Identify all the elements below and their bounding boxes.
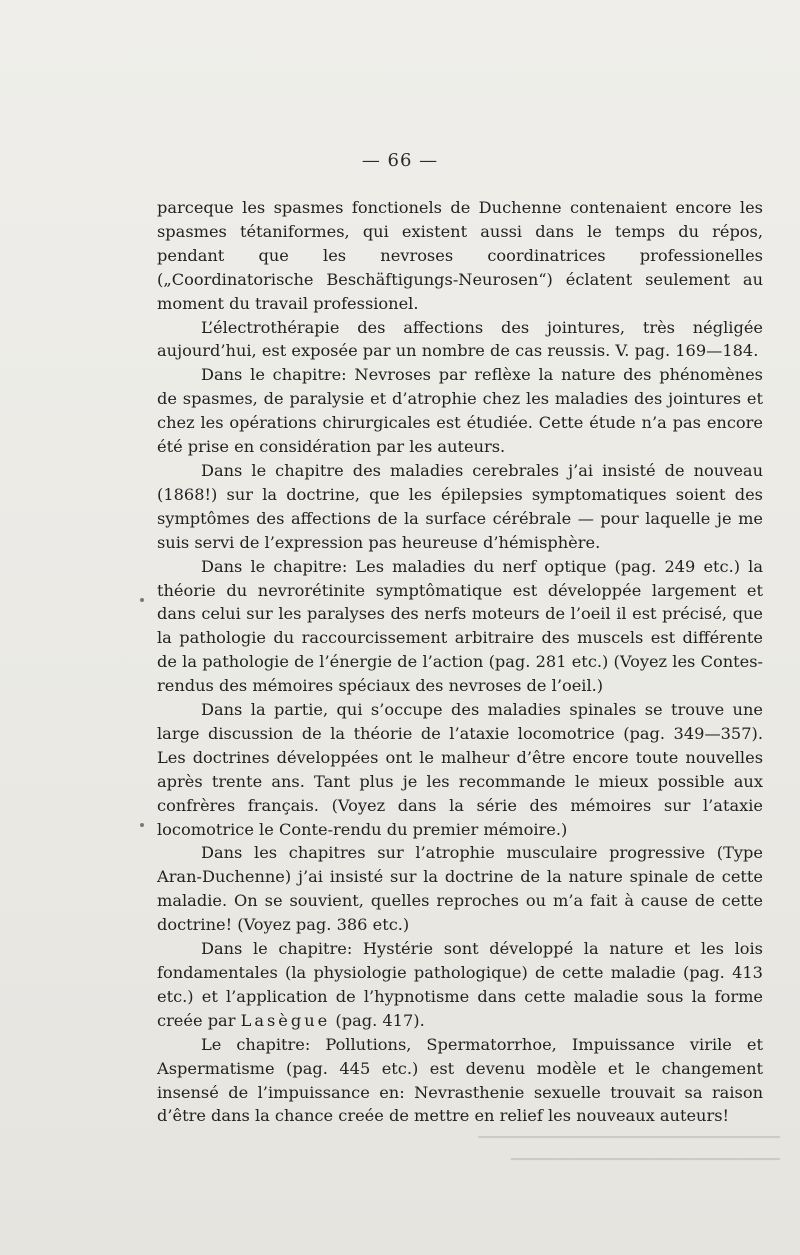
paragraph: Le chapitre: Pollutions, Spermatorrhoe, Impuissance virile et Aspermatisme (pag. 445 etc.) est devenu modèle et le changement insensé de l’impuissance en: Nevrasthenie sexuelle trouvait sa raison d’être dans la chance creée de mettre en relief les nouveaux auteurs! (157, 1034, 763, 1126)
paragraph: Dans le chapitre des maladies cerebrales j’ai insisté de nouveau (1868!) sur la doctrine, que les épilepsies symptomatiques soient des symptômes des affections de la surface cérébrale — pour laquelle je me suis servi de l’expression pas heureuse d’hémisphère. (157, 460, 763, 552)
bleed-through-texture: ▔▔▔▔▔▔▔▔▔▔▔▔▔▔▔▔▔▔▔▔▔▔▔▔▔ ▔▔▔▔▔▔▔▔▔▔▔▔▔▔▔▔▔▔▔▔▔▔▔▔▔▔▔▔ (478, 1121, 780, 1159)
margin-dot (140, 598, 144, 602)
paragraph: L’électrothérapie des affections des jointures, très négligée aujourd’hui, est exposée par un nombre de cas reussis. V. pag. 169—184. (157, 317, 763, 361)
paragraph: Dans le chapitre: Nevroses par reflèxe la nature des phénomènes de spasmes, de paralysie et d’atrophie chez les maladies des jointures et chez les opérations chirurgicales est étudiée. Cette étude n’a pas encore été prise en considération par les auteurs. (157, 365, 763, 457)
body-text (157, 196, 763, 1128)
page-number: — 66 — (361, 150, 439, 171)
author-name: Lasègue (240, 1010, 331, 1030)
paragraph-text: Dans le chapitre: Hystérie sont développé la nature et les lois fondamentales (la physiologie pathologique) de cette maladie (pag. 413 etc.) et l’application de l’hypnotisme dans cette maladie sous la forme creée par (157, 939, 763, 1030)
margin-dot (140, 823, 144, 827)
paragraph: Dans le chapitre: Les maladies du nerf optique (pag. 249 etc.) la théorie du nevrorétinite symptômatique est développée largement et dans celui sur les paralyses des nerfs moteurs de l’oeil il est précisé, que la pathologie du raccourcissement arbitraire des muscels est différente de la pathologie de l’énergie de l’action (pag. 281 etc.) (Voyez les Contes-rendus des mémoires spéciaux des nevroses de l’oeil.) (157, 556, 763, 696)
paragraph: parceque les spasmes fonctionels de Duchenne contenaient encore les spasmes tétaniformes, qui existent aussi dans le temps du répos, pendant que les nevroses coordinatrices professionelles („Coordinatorische Beschäftigungs-Neurosen“) éclatent seulement au moment du travail professionel. (157, 198, 763, 313)
paragraph-hysterie (157, 937, 763, 1033)
paragraph-text: (pag. 417). (330, 1010, 425, 1030)
paragraph: Dans les chapitres sur l’atrophie musculaire progressive (Type Aran-Duchenne) j’ai insisté sur la doctrine de la nature spinale de cette maladie. On se souvient, quelles reproches ou m’a fait à cause de cette doctrine! (Voyez pag. 386 etc.) (157, 843, 763, 935)
paragraph: Dans la partie, qui s’occupe des maladies spinales se trouve une large discussion de la théorie de l’ataxie locomotrice (pag. 349—357). Les doctrines développées ont le malheur d’être encore toute nouvelles après trente ans. Tant plus je les recommande le mieux possible aux confrères français. (Voyez dans la série des mémoires sur l’ataxie locomotrice le Conte-rendu du premier mémoire.) (157, 700, 763, 839)
